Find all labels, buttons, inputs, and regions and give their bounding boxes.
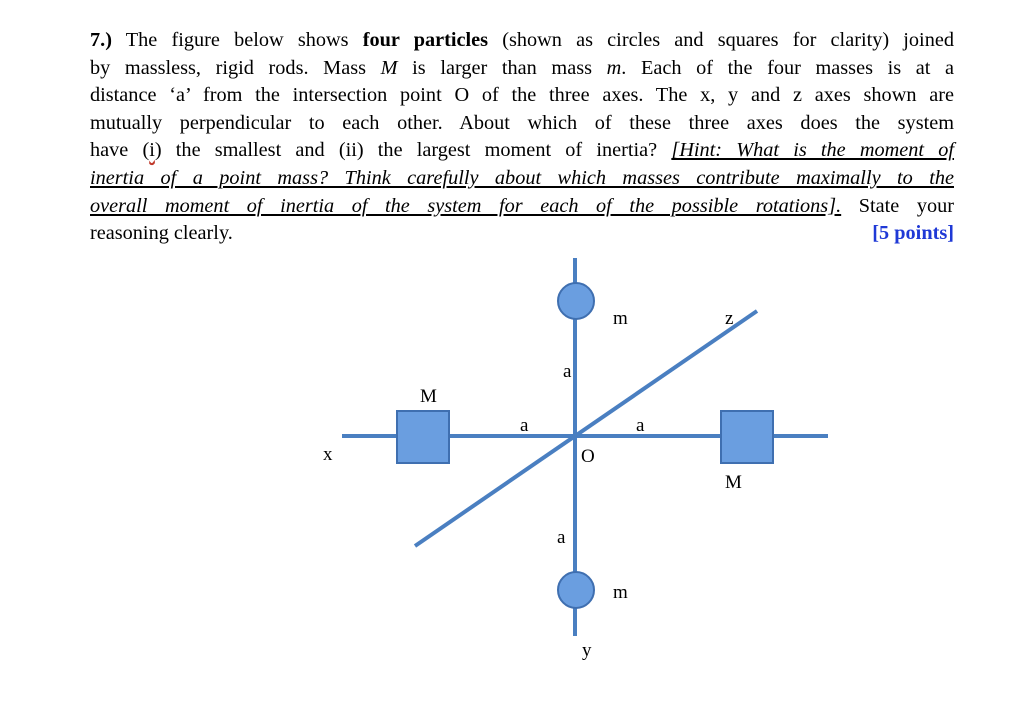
problem-line-2: by massless, rigid rods. Mass M is larger than mass m. Each of the four masses is at a: [90, 56, 955, 79]
problem-line-1: 7.) The figure below shows four particles (shown as circles and squares for clarity) joined: [90, 29, 954, 51]
hint-text-2: inertia of a point mass? Think carefully about which masses contribute maximally to the: [90, 166, 954, 189]
z-axis-label: z: [725, 308, 734, 329]
y-axis-label: y: [582, 640, 592, 661]
four-particles-bold: four particles: [362, 29, 489, 51]
mass-m-bottom: [558, 572, 594, 608]
distance-a-top: a: [563, 361, 572, 382]
origin-label: O: [581, 446, 595, 467]
points-label: [5 points]: [872, 222, 954, 245]
hint-text-1: [Hint: What is the moment of: [671, 139, 955, 162]
problem-number: 7.): [90, 29, 112, 51]
problem-line-5: have (i) the smallest and (ii) the largest moment of inertia? [Hint: What is the moment of: [90, 139, 955, 162]
problem-line-4: mutually perpendicular to each other. About which of these three axes does the system: [90, 111, 954, 134]
mass-M-left: [397, 411, 449, 463]
distance-a-bottom: a: [557, 527, 566, 548]
problem-line-8: reasoning clearly. [5 points]: [90, 220, 954, 248]
distance-a-left: a: [520, 415, 529, 436]
mass-M-right-label: M: [725, 472, 742, 493]
problem-line-3: distance ‘a’ from the intersection point O of the three axes. The x, y and z axes shown are: [90, 84, 954, 107]
mass-m-top-label: m: [613, 308, 628, 329]
x-axis-label: x: [323, 444, 333, 465]
mass-m-bottom-label: m: [613, 582, 628, 603]
z-axis-rod: [415, 311, 757, 546]
mass-M-left-label: M: [420, 386, 437, 407]
hint-text-3: overall moment of inertia of the system for each of the possible rotations].: [90, 194, 842, 217]
distance-a-right: a: [636, 415, 645, 436]
mass-M-right: [721, 411, 773, 463]
mass-m-top: [558, 283, 594, 319]
problem-line-7: overall moment of inertia of the system for each of the possible rotations]. State your: [90, 194, 954, 217]
